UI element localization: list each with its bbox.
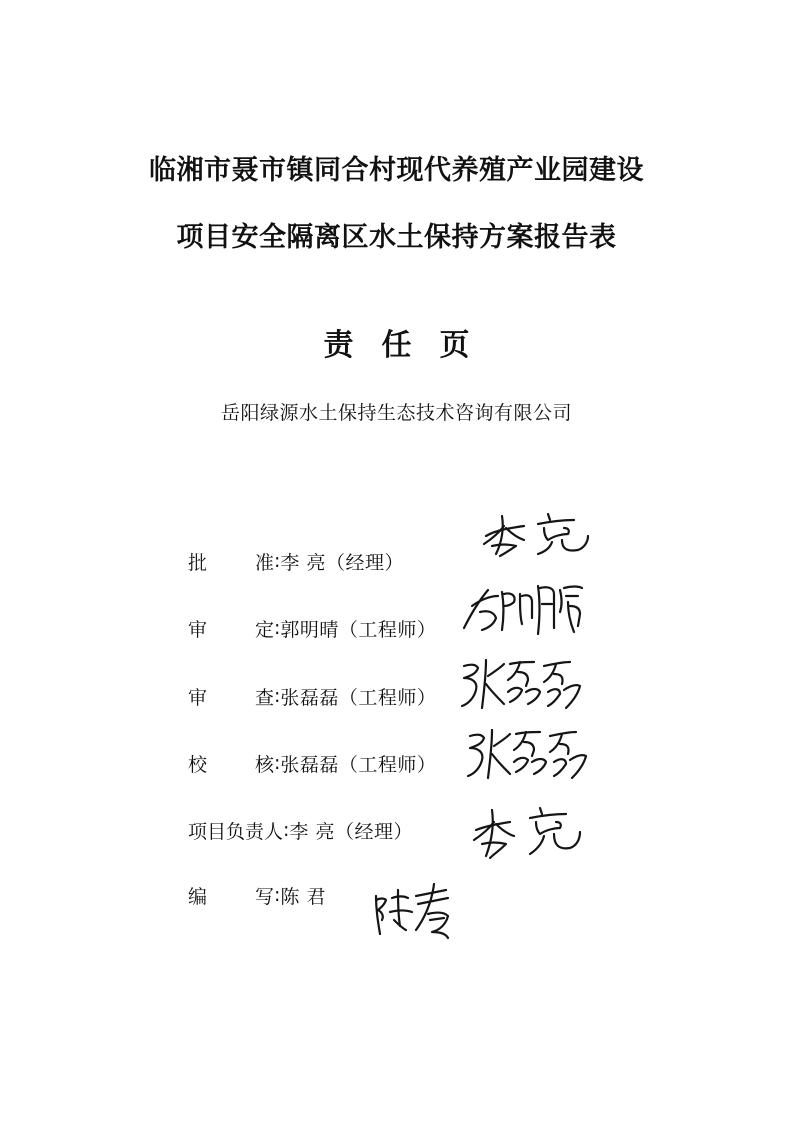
role-colon: : (274, 752, 281, 774)
role-char: 校 (188, 753, 208, 776)
role-label-project-lead: 项目负责人 (188, 820, 284, 843)
signer-name: 陈 君 (280, 885, 326, 908)
handwritten-signature-zhang-leilei-proofread (462, 714, 592, 786)
role-char: 写 (254, 885, 274, 908)
handwritten-signature-li-liang-lead (470, 800, 590, 864)
role-colon: : (274, 685, 281, 707)
signer-name: 张磊磊（工程师） (280, 753, 437, 776)
responsibility-page-heading: 责任页 (323, 328, 498, 363)
role-char: 审 (188, 686, 208, 709)
signoff-row-author (188, 880, 326, 910)
handwritten-signature-li-liang (478, 506, 598, 558)
signer-name: 郭明晴（工程师） (280, 618, 437, 641)
signoff-row-proofread (188, 748, 436, 778)
document-title-line-2: 项目安全隔离区水土保持方案报告表 (176, 222, 617, 253)
role-colon: : (274, 884, 281, 906)
role-char: 准 (254, 551, 274, 574)
signer-name: 张磊磊（工程师） (280, 686, 437, 709)
handwritten-signature-guo-mingqing (458, 572, 588, 638)
signer-name: 李 亮（经理） (280, 551, 404, 574)
role-char: 审 (188, 618, 208, 641)
handwritten-signature-chen-jun (370, 876, 480, 946)
signoff-row-verify (188, 613, 436, 643)
role-label-review (188, 683, 274, 710)
role-colon: : (274, 617, 281, 639)
role-label-author (188, 882, 274, 909)
role-label-verify (188, 615, 274, 642)
role-char: 查 (254, 686, 274, 709)
signoff-row-approve (188, 546, 404, 576)
role-colon: : (274, 550, 281, 572)
document-title-line-1: 临湘市聂市镇同合村现代养殖产业园建设 (149, 155, 644, 186)
role-label-approve (188, 548, 274, 575)
role-char: 定 (254, 618, 274, 641)
role-colon: : (283, 819, 290, 841)
signoff-row-review (188, 681, 436, 711)
signer-name: 李 亮（经理） (289, 820, 413, 843)
role-label-proofread (188, 750, 274, 777)
role-char: 编 (188, 885, 208, 908)
role-char: 批 (188, 551, 208, 574)
handwritten-signature-zhang-leilei-review (456, 646, 586, 718)
role-char: 核 (254, 753, 274, 776)
company-name: 岳阳绿源水土保持生态技术咨询有限公司 (220, 402, 572, 424)
signoff-row-project-lead (188, 815, 413, 845)
